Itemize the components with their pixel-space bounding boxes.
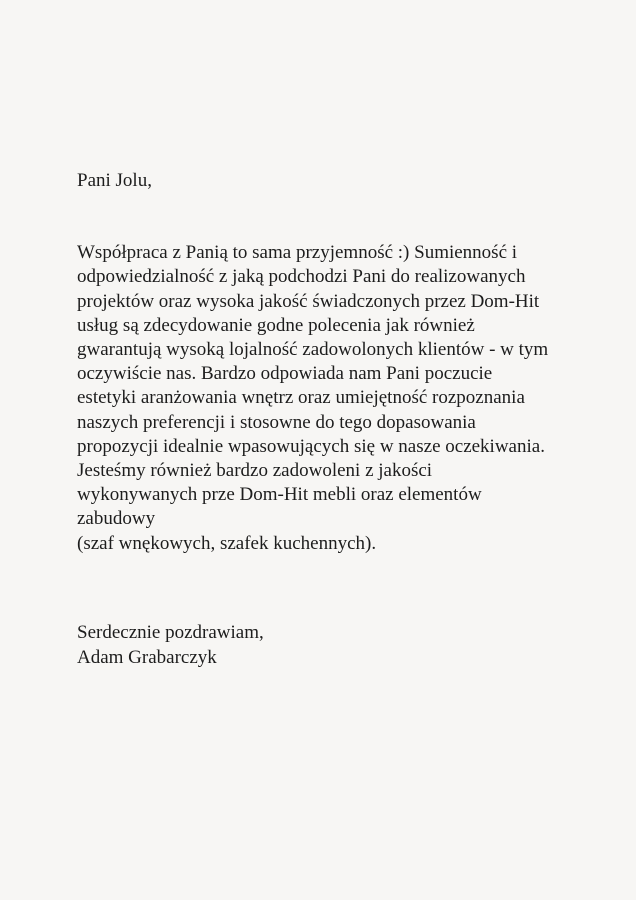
signature-name: Adam Grabarczyk — [77, 646, 217, 668]
body-line: Jesteśmy również bardzo zadowoleni z jakości — [77, 460, 433, 482]
body-line: projektów oraz wysoka jakość świadczonych przez Dom-Hit — [77, 290, 540, 312]
greeting: Pani Jolu, — [77, 170, 152, 191]
body-line: propozycji idealnie wpasowujących się w nasze oczekiwania. — [77, 435, 545, 457]
closing-block — [77, 621, 617, 671]
body-line: (szaf wnękowych, szafek kuchennych). — [77, 532, 377, 554]
body-line: naszych preferencji i stosowne do tego dopasowania — [77, 411, 476, 433]
body-line: odpowiedzialność z jaką podchodzi Pani do realizowanych — [77, 266, 526, 288]
body-line: oczywiście nas. Bardzo odpowiada nam Pani poczucie — [77, 363, 493, 385]
letter-content — [77, 169, 617, 670]
closing-text: Serdecznie pozdrawiam, — [77, 621, 264, 643]
letter-body — [77, 241, 617, 556]
body-line: Współpraca z Panią to sama przyjemność :) Sumienność i — [77, 242, 518, 264]
body-line: usług są zdecydowanie godne polecenia jak również — [77, 314, 475, 336]
body-line: zabudowy — [77, 508, 156, 530]
body-line: gwarantują wysoką lojalność zadowolonych klientów - w tym — [77, 339, 549, 361]
body-line: estetyki aranżowania wnętrz oraz umiejętność rozpoznania — [77, 387, 525, 409]
body-line: wykonywanych prze Dom-Hit mebli oraz elementów — [77, 484, 482, 506]
